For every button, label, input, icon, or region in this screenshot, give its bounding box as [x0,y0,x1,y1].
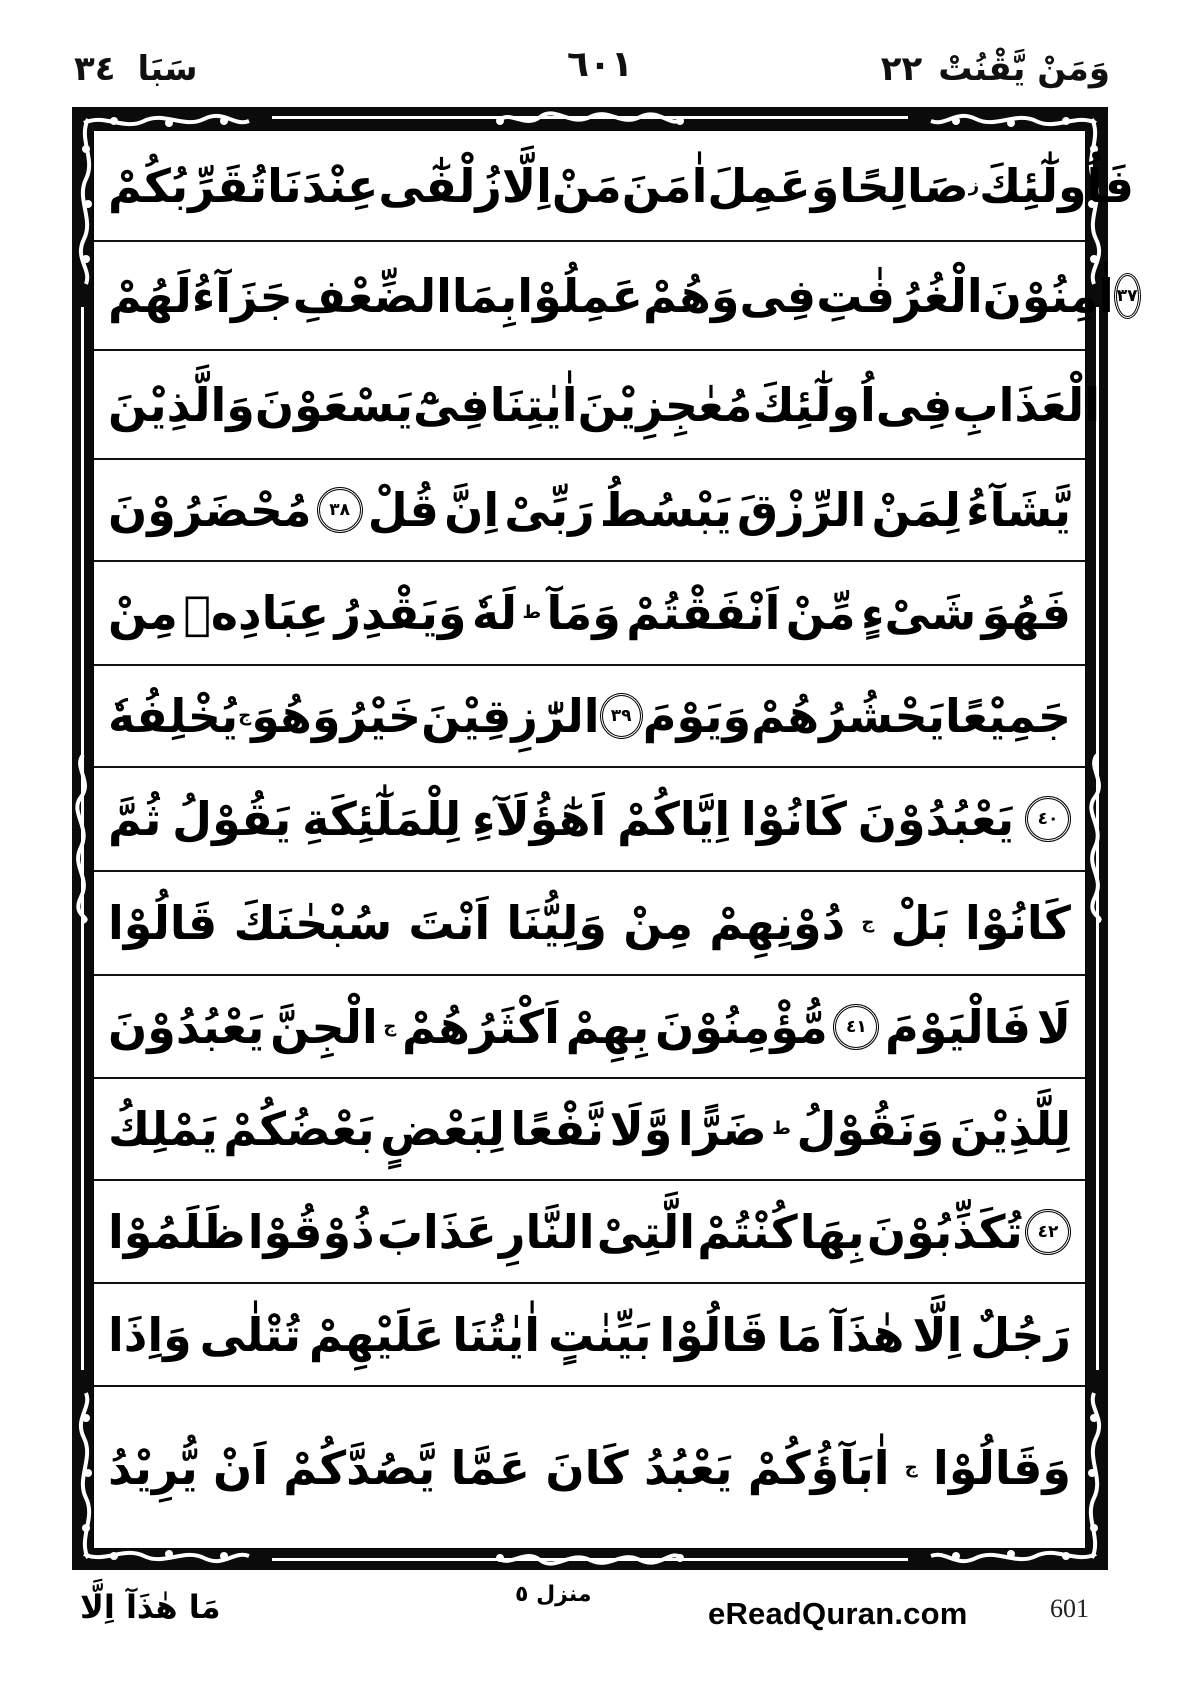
quran-word: وَالَّذِيْنَ [108,377,255,432]
ayah-number-marker: ٤٠ [1025,796,1071,842]
waqf-mark: ط [772,1118,791,1139]
quran-word: ثُمَّ [108,792,162,846]
quran-word: نَّفْعًا [510,1102,605,1156]
quran-word: وَمَآ [546,586,621,640]
quran-word: فَالْيَوْمَ [885,999,1032,1054]
quran-word: اِيَّاكُمْ [617,792,731,846]
side-ornament-icon [73,747,93,927]
quran-word: فِىْٓ [413,377,490,432]
quran-word: خَيْرُ [340,689,422,743]
quran-word: اٰمِنُوْنَ [982,268,1114,323]
quran-word: اِلَّا [912,1307,963,1362]
quran-word: تُقَرِّبُكُمْ [108,158,268,213]
waqf-mark: ج [861,912,875,933]
text-line [94,460,1085,562]
quran-word: قَالُوْا [108,896,218,950]
text-line [94,562,1085,666]
quran-word: عَذَابَ [376,1204,497,1259]
quran-word: رَبِّىْ [504,483,595,537]
text-line [94,1181,1085,1284]
page-number-arabic: ٦٠١ [567,44,633,85]
text-line [94,131,1134,242]
text-line [94,872,1085,976]
quran-word: الْعَذَابِ [952,377,1100,432]
quran-word: يُخْلِفُهٗ [108,689,239,743]
quran-word: قُلْ [367,483,439,537]
surah-header [74,44,198,94]
quran-word: مُحْضَرُوْنَ [108,483,312,537]
quran-word: وَيَقْدِرُ [334,586,467,640]
quran-word: الرّٰزِقِيْنَ [421,689,600,743]
text-line [94,976,1085,1079]
manzil-label: منزل ٥ [515,1582,592,1607]
quran-word: وَيَوْمَ [642,689,752,743]
quran-word: لَا [1036,999,1071,1054]
quran-word: لِبَعْضٍ [380,1102,505,1156]
side-ornament-icon [1087,747,1107,927]
quran-word: الضِّعْفِ [292,268,452,323]
ayah-number-marker: ٤٢ [1025,1209,1071,1255]
quran-word: لِمَنْ [871,483,961,537]
quran-word: اَهٰٓؤُلَآءِ [471,792,607,846]
quran-word: مِنْ [108,586,178,640]
ayah-number-marker: ٣٨ [317,487,363,533]
text-line [94,351,1100,460]
quran-word: اِلَّا [501,158,552,213]
quran-word: عَمِلُوْا [517,268,643,323]
quran-word: شَىْءٍ [861,586,977,640]
quran-word: كَانُوْا [741,792,847,846]
quran-word: زُلْفٰٓى [378,158,502,213]
brand-watermark: eReadQuran.com [708,1596,968,1631]
quran-word: ضَرًّا [677,1102,767,1156]
quran-word: بَيِّنٰتٍ [547,1307,652,1362]
text-area [93,130,1138,1549]
quran-word: يَبْسُطُ [599,483,732,537]
ayah-number-marker: ٣٧ [1114,273,1141,319]
quran-word: اَنْفَقْتُمْ [626,586,781,640]
quran-word: وَهُمْ [642,268,740,323]
quran-word: يُّرِيْدُ [108,1440,198,1495]
quran-word: اَكْثَرُهُمْ [402,999,560,1054]
center-ornament-icon [490,1548,690,1568]
text-line [94,242,1138,351]
quran-word: لِلَّذِيْنَ [949,1102,1071,1156]
juz-number: ٢٢ [880,49,923,89]
text-line [94,666,1085,768]
quran-word: الْجِنَّ [270,999,378,1054]
surah-number: ٣٤ [74,49,116,89]
quran-word: يَّصُدَّكُمْ [283,1440,436,1495]
quran-word: مَا [776,1307,823,1362]
quran-word: يَعْبُدُوْنَ [108,999,265,1054]
text-line [94,1387,1085,1548]
quran-word: جَزَآءُ [191,268,293,323]
quran-word: مِنْ [623,896,694,950]
quran-word: يَحْشُرُهُمْ [751,689,945,743]
waqf-mark: ج [904,1456,918,1478]
quran-word: اٰيٰتِنَا [489,377,578,432]
text-line [94,1284,1085,1387]
quran-word: يَقُوْلُ [172,792,292,846]
quran-word: وَعَمِلَ [707,158,840,213]
quran-word: وَاِذَا [108,1307,192,1362]
quran-word: كَانَ [545,1440,629,1495]
quran-word: دُوْنِهِمْ [709,896,846,950]
quran-word: رَجُلٌ [970,1307,1071,1362]
quran-word: النَّارِ [498,1204,595,1259]
ayah-number-marker: ٣٩ [600,693,643,739]
quran-word: اٰبَآؤُكُمْ [747,1440,890,1495]
waqf-mark: ج [383,1015,397,1037]
catchword: مَا هٰذَآ اِلَّا [80,1588,221,1626]
quran-word: بِمَا [451,268,518,323]
quran-word: بَعْضُكُمْ [223,1102,375,1156]
quran-word: مُعٰجِزِيْنَ [577,377,753,432]
quran-word: يَعْبُدُ [643,1440,733,1495]
quran-word: صَالِحًا [839,158,969,213]
quran-word: لَهٗ [471,586,518,640]
quran-word: تُتْلٰى [199,1307,301,1362]
quran-word: بَلْ [890,896,949,950]
quran-word: عَلَيْهِمْ [308,1307,445,1362]
quran-word: مَنْ [551,158,622,213]
quran-word: بِهِمْ [565,999,650,1054]
quran-word: وَنَقُوْلُ [796,1102,945,1156]
text-line [94,768,1085,872]
quran-word: اَنْ [213,1440,269,1495]
quran-word: الَّتِىْ [596,1204,696,1259]
quran-word: ذُوْقُوْا [247,1204,375,1259]
quran-word: يَعْبُدُوْنَ [857,792,1015,846]
text-line [94,1079,1085,1181]
quran-word: عِبَادِهٖ [183,586,330,640]
quran-word: كَانُوْا [965,896,1071,950]
page-frame [72,107,1138,1570]
quran-word: وَقَالُوْا [933,1440,1071,1495]
quran-word: اِنَّ [444,483,500,537]
quran-word: ظَلَمُوْا [108,1204,246,1259]
quran-word: الرِّزْقَ [737,483,867,537]
juz-name: وَمَنْ يَّقْنُتْ [938,49,1110,89]
ayah-number-marker: ٤١ [833,1004,879,1050]
surah-name: سَبَا [137,49,198,89]
quran-word: مِّنْ [785,586,856,640]
quran-word: اَنْتَ [408,896,491,950]
quran-word: سُبْحٰنَكَ [233,896,393,950]
quran-word: لَهُمْ [108,268,192,323]
quran-word: اٰمَنَ [621,158,708,213]
quran-word: فَهُوَ [981,586,1071,640]
center-ornament-icon [490,109,690,129]
quran-word: الْغُرُفٰتِ [816,268,983,323]
quran-word: فَاُولٰٓئِكَ [979,158,1134,213]
quran-word: بِهَا [799,1204,865,1259]
quran-word: اٰيٰتُنَا [452,1307,541,1362]
quran-word: يَمْلِكُ [108,1102,218,1156]
quran-word: هٰذَآ [830,1307,905,1362]
quran-word: عَمَّا [450,1440,531,1495]
page-number: 601 [1050,1594,1089,1623]
quran-word: لِلْمَلٰٓئِكَةِ [302,792,462,846]
quran-word: فِى [739,268,817,323]
quran-word: عِنْدَنَا [267,158,379,213]
quran-word: وَلِيُّنَا [506,896,608,950]
waqf-mark: ز [968,174,980,196]
quran-word: يَّشَآءُ [966,483,1071,537]
quran-word: وَهُوَ [251,689,341,743]
juz-header [881,44,1110,94]
waqf-mark: ج [238,705,252,726]
quran-word: جَمِيْعًا [944,689,1071,743]
waqf-mark: ط [522,602,542,623]
quran-word: كُنْتُمْ [697,1204,798,1259]
quran-word: وَّلَا [609,1102,673,1156]
quran-word: قَالُوْا [659,1307,769,1362]
quran-word: مُّؤْمِنُوْنَ [655,999,828,1054]
quran-word: تُكَذِّبُوْنَ [866,1204,1023,1259]
quran-word: اُولٰٓئِكَ [752,377,876,432]
quran-word: يَسْعَوْنَ [254,377,414,432]
quran-word: فِى [875,377,953,432]
